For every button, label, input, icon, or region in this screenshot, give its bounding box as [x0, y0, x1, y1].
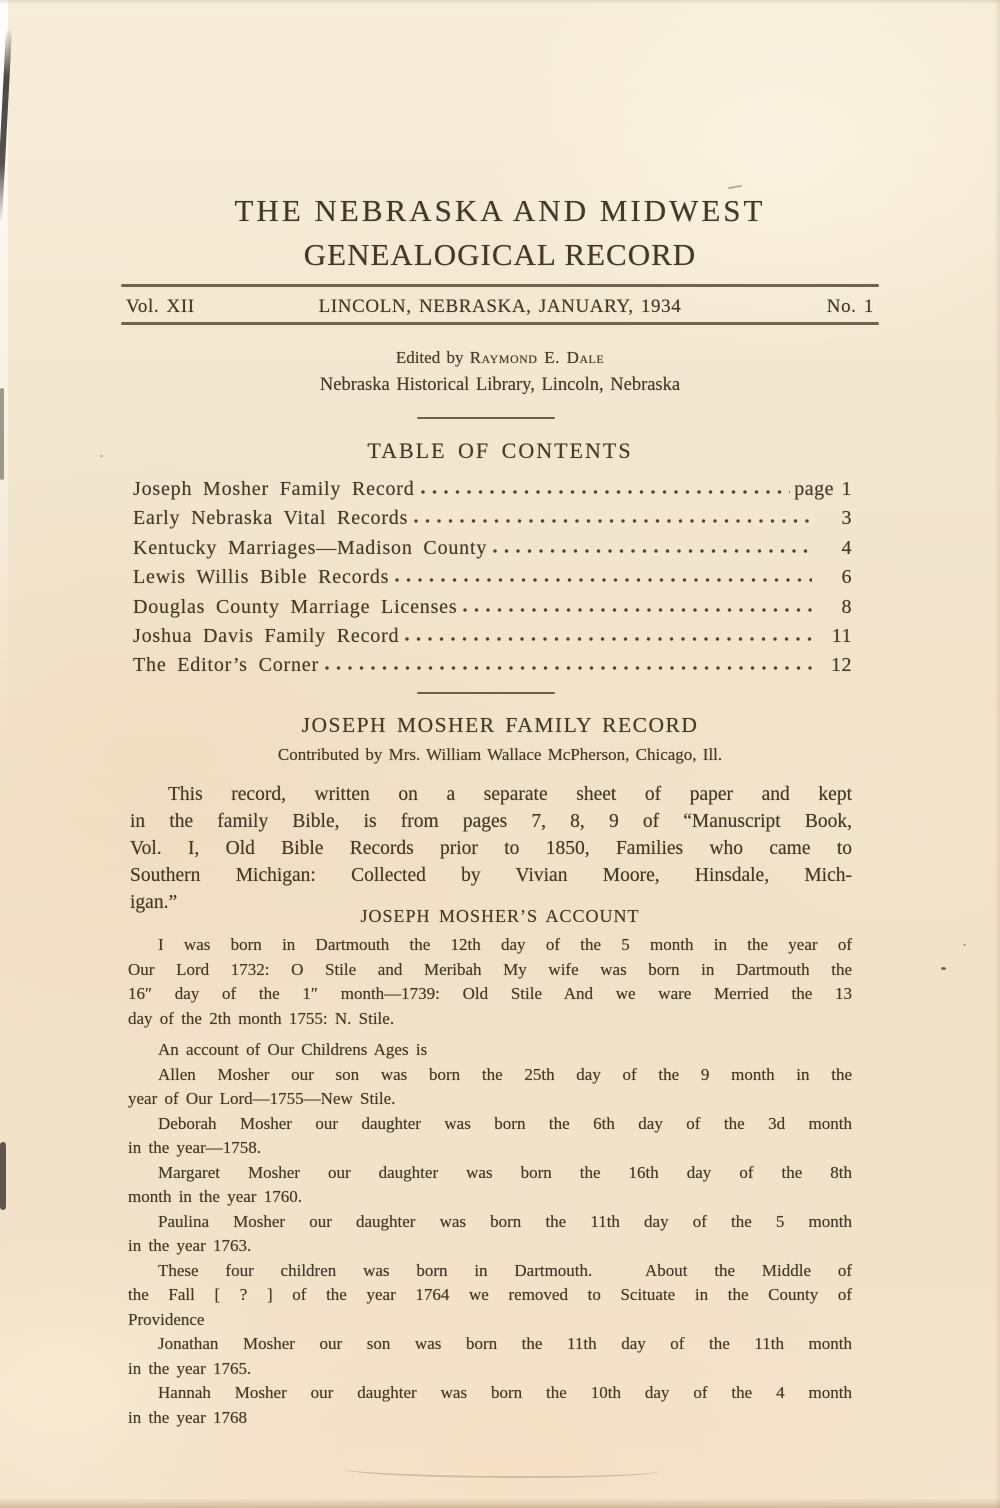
- issue-number-label: No. 1: [826, 296, 874, 317]
- text-line: Providence: [128, 1309, 205, 1329]
- toc-entry: [133, 475, 852, 504]
- text-line: This record, written on a separate sheet of paper and kept: [168, 784, 852, 805]
- text-line: Allen Mosher our son was born the 25th day of the 9 month in the: [158, 1064, 852, 1084]
- text-line: Our Lord 1732: O Stile and Meribah My wife was born in Dartmouth the: [128, 959, 852, 979]
- intro-paragraph: [130, 781, 852, 916]
- issue-date-label: LINCOLN, NEBRASKA, JANUARY, 1934: [318, 296, 682, 317]
- article-byline: Contributed by Mrs. William Wallace McPherson, Chicago, Ill.: [277, 745, 723, 764]
- horizontal-rule: [121, 322, 879, 325]
- text-line: in the year—1758.: [128, 1138, 261, 1157]
- toc-entry: [133, 534, 852, 563]
- journal-title-line-2: GENEALOGICAL RECORD: [303, 237, 697, 272]
- toc-entry-title: Early Nebraska Vital Records: [133, 507, 409, 530]
- ink-speck: [941, 967, 946, 970]
- scratch-mark: [728, 185, 742, 189]
- toc-entry-title: Joseph Mosher Family Record: [133, 478, 415, 500]
- toc-entry: [133, 593, 852, 622]
- paragraph: [128, 1210, 852, 1259]
- text-line: in the family Bible, is from pages 7, 8, 9 of “Manuscript Book,: [130, 811, 852, 832]
- text-line: I was born in Dartmouth the 12th day of the 5 month in the year of: [158, 935, 852, 954]
- paper-edge-shadow: [0, 0, 1000, 4]
- account-text: [128, 933, 852, 1430]
- text-line: in the year 1765.: [128, 1358, 252, 1378]
- text-line: Margaret Mosher our daughter was born the 16th day of the 8th: [158, 1162, 852, 1182]
- dot-leader: [414, 504, 812, 524]
- toc-heading: TABLE OF CONTENTS: [367, 438, 633, 463]
- toc-entry-title: Kentucky Marriages—Madison County: [133, 536, 488, 559]
- toc-page-number: 12: [831, 654, 852, 677]
- paragraph: [128, 1381, 852, 1430]
- paragraph: [128, 1161, 852, 1210]
- text-line: igan.”: [130, 892, 178, 913]
- crease-mark: [345, 1460, 660, 1479]
- paragraph: [128, 1112, 852, 1161]
- issue-info-row: [126, 292, 874, 322]
- text-line: year of Our Lord—1755—New Stile.: [128, 1089, 396, 1108]
- text-line: Paulina Mosher our daughter was born the 11th day of the 5 month: [158, 1211, 852, 1231]
- paragraph: [128, 1038, 852, 1063]
- toc-entry: [133, 651, 852, 680]
- toc-entry-title: The Editor’s Corner: [133, 654, 319, 677]
- dot-leader: [421, 475, 791, 495]
- paragraph: [128, 1332, 852, 1381]
- paper-edge-shadow: [0, 1498, 1000, 1508]
- text-line: Jonathan Mosher our son was born the 11th day of the 11th month: [158, 1334, 852, 1353]
- toc-entry: [133, 563, 852, 592]
- text-line: 16″ day of the 1″ month—1739: Old Stile And we ware Merried the 13: [128, 984, 852, 1003]
- text-line: month in the year 1760.: [128, 1187, 302, 1206]
- text-line: day of the 2th month 1755: N. Stile.: [128, 1008, 395, 1028]
- text-line: in the year 1763.: [128, 1236, 252, 1255]
- text-line: Southern Michigan: Collected by Vivian Moore, Hinsdale, Mich-: [130, 865, 852, 886]
- paper-edge-shadow: [994, 0, 1000, 1508]
- article-heading: JOSEPH MOSHER FAMILY RECORD: [301, 713, 699, 737]
- text-line: in the year 1768: [128, 1407, 247, 1427]
- edited-by-line: [0, 348, 1000, 368]
- dot-leader: [463, 593, 812, 613]
- horizontal-rule: [121, 284, 879, 287]
- section-divider-rule: [417, 692, 555, 694]
- account-subheading: JOSEPH MOSHER’S ACCOUNT: [360, 906, 640, 926]
- text-line: Deborah Mosher our daughter was born the 6th day of the 3d month: [158, 1113, 852, 1133]
- paragraph: [128, 1063, 852, 1112]
- toc-page-number: page 1: [794, 478, 852, 500]
- toc-entry-title: Douglas County Marriage Licenses: [133, 595, 458, 618]
- text-line: Vol. I, Old Bible Records prior to 1850, Families who came to: [130, 838, 852, 859]
- text-line: These four children was born in Dartmouth. About the Middle of: [158, 1260, 852, 1280]
- editor-name: Raymond E. Dale: [469, 348, 605, 367]
- text-line: An account of Our Childrens Ages is: [158, 1040, 428, 1059]
- toc-page-number: 6: [841, 566, 852, 589]
- ink-speck: [963, 944, 966, 946]
- toc-entry-title: Lewis Willis Bible Records: [133, 566, 390, 589]
- paragraph: [128, 1259, 852, 1333]
- dot-leader: [493, 534, 812, 554]
- library-line: Nebraska Historical Library, Lincoln, Nebraska: [319, 375, 681, 395]
- section-divider-rule: [417, 417, 555, 419]
- table-of-contents: [133, 475, 852, 681]
- paper-edge-artifact: [0, 1142, 6, 1210]
- toc-page-number: 4: [841, 536, 852, 559]
- journal-title-line-1: THE NEBRASKA AND MIDWEST: [234, 193, 766, 228]
- toc-entry: [133, 504, 852, 533]
- volume-label: Vol. XII: [126, 296, 195, 317]
- edited-by-prefix: Edited by: [395, 348, 464, 367]
- toc-page-number: 3: [841, 507, 852, 530]
- paper-edge-artifact: [0, 388, 4, 480]
- toc-page-number: 11: [831, 624, 852, 647]
- toc-page-number: 8: [841, 595, 852, 618]
- dot-leader: [405, 622, 812, 642]
- dot-leader: [325, 651, 812, 671]
- paragraph: [128, 933, 852, 1031]
- dot-leader: [395, 563, 812, 583]
- toc-entry: [133, 622, 852, 651]
- text-line: Hannah Mosher our daughter was born the 10th day of the 4 month: [158, 1383, 852, 1402]
- text-line: the Fall [ ? ] of the year 1764 we removed to Scituate in the County of: [128, 1285, 852, 1304]
- toc-entry-title: Joshua Davis Family Record: [133, 624, 400, 647]
- ink-speck: [100, 455, 103, 457]
